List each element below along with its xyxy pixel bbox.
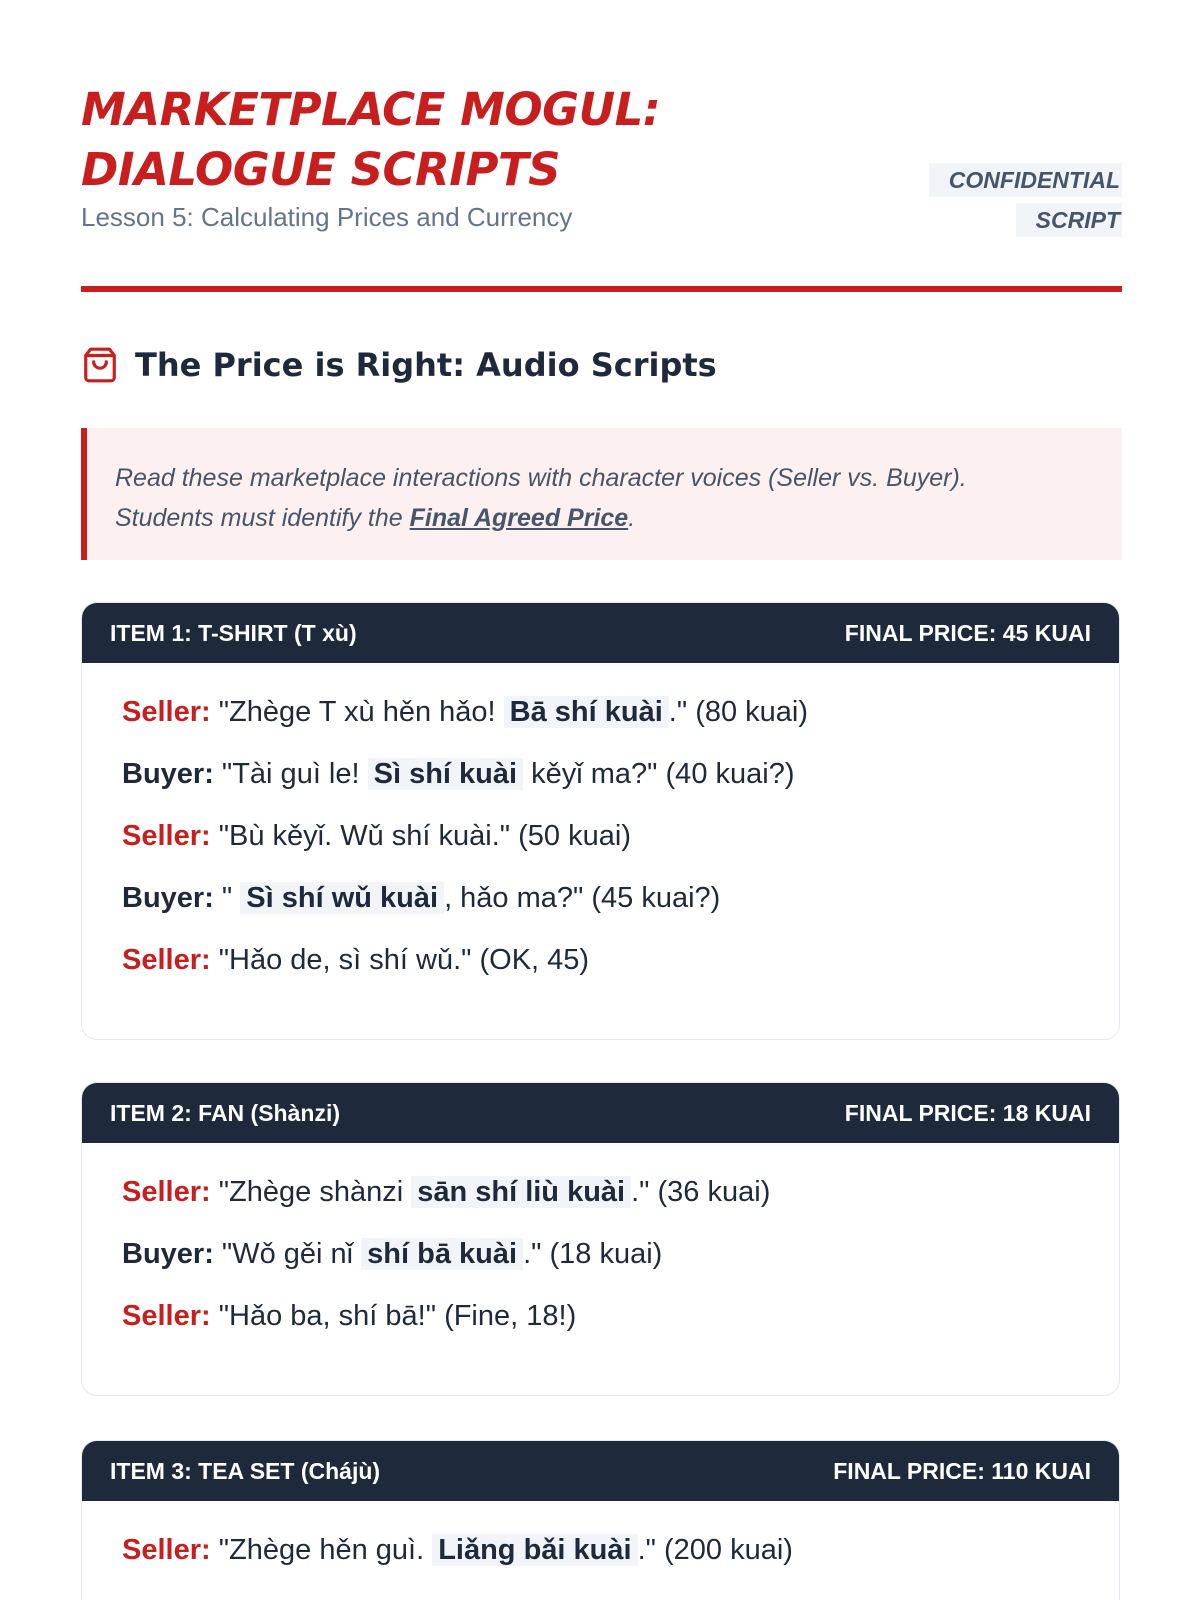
price-highlight: sān shí liù kuài <box>411 1176 631 1208</box>
dialogue-body <box>82 1143 1119 1365</box>
dialogue-text: "Bù kěyǐ. Wǔ shí kuài." (50 kuai) <box>218 820 631 852</box>
dialogue-text-end: ." (80 kuai) <box>668 696 809 728</box>
note-line-2-suffix: . <box>628 504 636 532</box>
price-highlight: Sì shí kuài <box>368 758 523 790</box>
item-card-1 <box>81 602 1120 1040</box>
dialogue-line <box>122 879 1079 917</box>
shopping-bag-icon <box>81 345 119 385</box>
document-title <box>81 80 781 200</box>
dialogue-text-end: , hǎo ma?" (45 kuai?) <box>444 882 721 914</box>
price-highlight: Sì shí wǔ kuài <box>240 882 444 914</box>
note-line-2-prefix: Students must identify the <box>115 504 410 532</box>
item-card-header <box>82 1441 1119 1501</box>
dialogue-body <box>82 1501 1119 1599</box>
note-emphasis: Final Agreed Price <box>409 504 629 532</box>
instruction-note <box>81 428 1122 560</box>
dialogue-line <box>122 941 1079 979</box>
title-line-2: DIALOGUE SCRIPTS <box>81 143 561 196</box>
dialogue-text-end: ." (36 kuai) <box>631 1176 771 1208</box>
speaker-seller: Seller: <box>122 944 211 976</box>
speaker-seller: Seller: <box>122 820 211 852</box>
speaker-buyer: Buyer: <box>122 1238 214 1270</box>
dialogue-text: "Zhège shànzi <box>218 1176 412 1208</box>
lesson-subtitle: Lesson 5: Calculating Prices and Currency <box>81 202 573 232</box>
dialogue-text: "Hǎo ba, shí bā!" (Fine, 18!) <box>218 1300 577 1332</box>
dialogue-body <box>82 663 1119 1009</box>
item-title: ITEM 2: FAN (Shànzi) <box>110 1099 340 1126</box>
final-price: FINAL PRICE: 18 KUAI <box>844 1099 1091 1126</box>
dialogue-line <box>122 693 1079 731</box>
item-title: ITEM 1: T-SHIRT (T xù) <box>110 619 357 646</box>
dialogue-line <box>122 1531 1079 1569</box>
title-line-1: MARKETPLACE MOGUL: <box>81 83 661 136</box>
final-price: FINAL PRICE: 110 KUAI <box>833 1457 1091 1484</box>
dialogue-text: "Tài guì le! <box>221 758 368 790</box>
speaker-seller: Seller: <box>122 1300 211 1332</box>
dialogue-text: "Zhège T xù hěn hǎo! <box>218 696 504 728</box>
item-card-header <box>82 603 1119 663</box>
badge-line-2: SCRIPT <box>1016 203 1122 237</box>
dialogue-text: "Hǎo de, sì shí wǔ." (OK, 45) <box>218 944 590 976</box>
dialogue-text: " <box>221 882 241 914</box>
section-heading <box>81 340 717 390</box>
dialogue-line <box>122 1173 1079 1211</box>
dialogue-text-end: ." (18 kuai) <box>523 1238 663 1270</box>
dialogue-text-end: kěyǐ ma?" (40 kuai?) <box>523 758 795 790</box>
dialogue-text: "Wǒ gěi nǐ <box>221 1238 362 1270</box>
price-highlight: Liǎng bǎi kuài <box>432 1534 637 1566</box>
speaker-seller: Seller: <box>122 1176 211 1208</box>
price-highlight: Bā shí kuài <box>504 696 669 728</box>
speaker-seller: Seller: <box>122 696 211 728</box>
dialogue-line <box>122 817 1079 855</box>
note-line-1: Read these marketplace interactions with character voices (Seller vs. Buyer). <box>115 464 967 492</box>
item-card-header <box>82 1083 1119 1143</box>
final-price: FINAL PRICE: 45 KUAI <box>844 619 1091 646</box>
speaker-seller: Seller: <box>122 1534 211 1566</box>
dialogue-line <box>122 1297 1079 1335</box>
dialogue-text: "Zhège hěn guì. <box>218 1534 433 1566</box>
speaker-buyer: Buyer: <box>122 758 214 790</box>
item-card-3 <box>81 1440 1120 1600</box>
dialogue-text-end: ." (200 kuai) <box>637 1534 793 1566</box>
document-header <box>81 80 1122 292</box>
item-card-2 <box>81 1082 1120 1396</box>
confidential-badge <box>929 160 1122 240</box>
dialogue-line <box>122 1235 1079 1273</box>
speaker-buyer: Buyer: <box>122 882 214 914</box>
section-title: The Price is Right: Audio Scripts <box>135 346 717 384</box>
price-highlight: shí bā kuài <box>361 1238 523 1270</box>
dialogue-line <box>122 755 1079 793</box>
item-title: ITEM 3: TEA SET (Chájù) <box>110 1457 381 1484</box>
badge-line-1: CONFIDENTIAL <box>929 163 1122 197</box>
